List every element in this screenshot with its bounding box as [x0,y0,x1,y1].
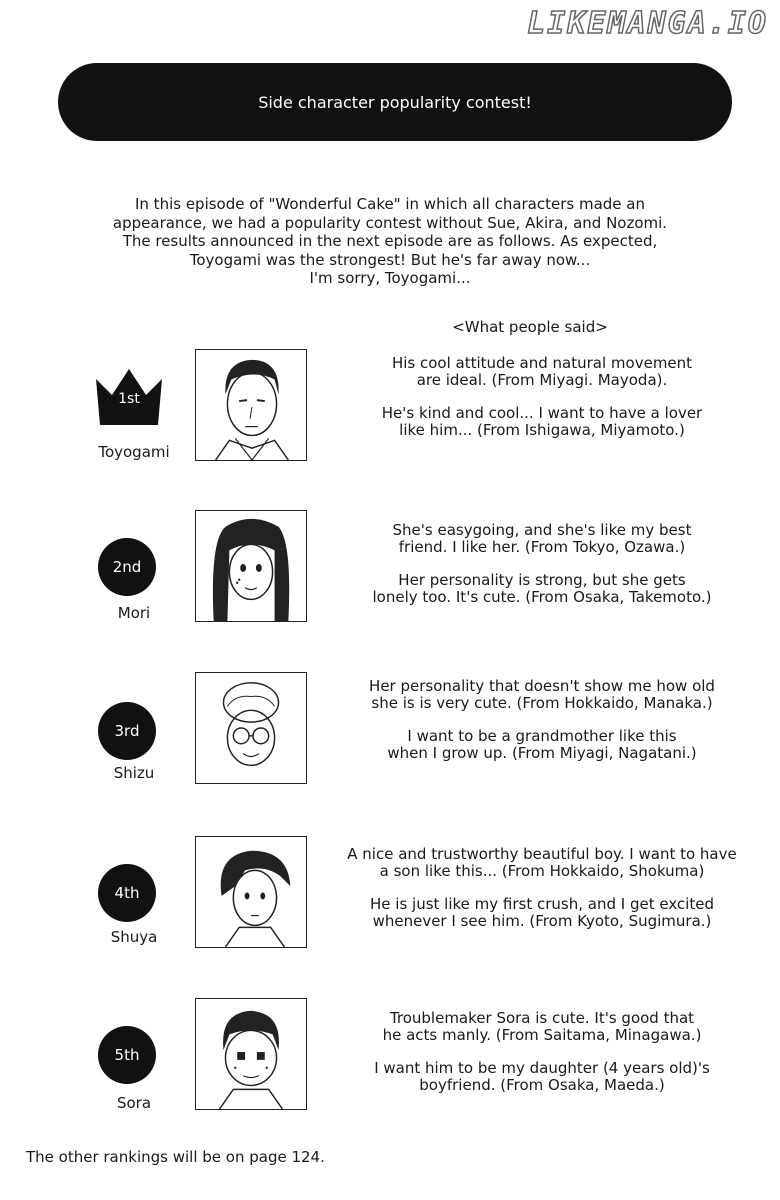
quote-1 [332,1010,752,1044]
quote-line: whenever I see him. (From Kyoto, Sugimura.) [372,912,712,930]
intro-line: In this episode of "Wonderful Cake" in which all characters made an [134,195,645,213]
site-watermark: LIKEMANGA.IO [527,6,768,41]
banner-title: Side character popularity contest! [258,92,532,112]
character-portrait [195,510,307,622]
quote-line: He is just like my first crush, and I get excited [370,895,714,913]
character-name: Mori [117,604,151,622]
intro-text [60,195,720,288]
character-portrait [195,998,307,1110]
character-name: Shuya [110,928,158,946]
character-portrait [195,349,307,461]
quote-line: are ideal. (From Miyagi. Mayoda). [416,371,668,389]
rank-badge [98,1026,156,1084]
character-portrait [195,836,307,948]
quote-line: like him... (From Ishigawa, Miyamoto.) [399,421,685,439]
quote-line: she is is very cute. (From Hokkaido, Manaka.) [371,694,713,712]
quote-1 [332,355,752,389]
quote-2 [332,896,752,930]
quote-line: A nice and trustworthy beautiful boy. I want to have [347,845,737,863]
quote-line: I want him to be my daughter (4 years old)'s [374,1059,710,1077]
quote-2 [332,572,752,606]
ranking-entry-5 [0,998,780,1118]
rank-badge [98,702,156,760]
quote-line: lonely too. It's cute. (From Osaka, Takemoto.) [372,588,712,606]
intro-line: appearance, we had a popularity contest without Sue, Akira, and Nozomi. [112,213,668,232]
quote-2 [332,728,752,762]
ranking-entry-2 [0,510,780,630]
quote-line: boyfriend. (From Osaka, Maeda.) [419,1076,665,1094]
rank-label: 4th [114,884,140,902]
rank-label: 1st [118,391,140,407]
rank-label: 2nd [112,558,142,576]
quote-line: He's kind and cool... I want to have a lover [381,404,703,422]
quote-line: Troublemaker Sora is cute. It's good that [389,1009,695,1027]
ranking-entry-4 [0,836,780,956]
quote-2 [332,1060,752,1094]
quote-line: Her personality is strong, but she gets [398,571,686,589]
quote-line: I want to be a grandmother like this [407,727,677,745]
what-people-said-heading: <What people said> [452,318,608,336]
rank-badge [98,864,156,922]
character-name: Shizu [113,764,155,782]
crown-icon [94,355,164,425]
quote-line: His cool attitude and natural movement [391,354,693,372]
intro-line: Toyogami was the strongest! But he's far away now... [189,250,591,269]
intro-line: The results announced in the next episode are as follows. As expected, [122,232,658,250]
quote-line: a son like this... (From Hokkaido, Shokuma) [379,862,705,880]
ranking-entry-3 [0,672,780,792]
rank-badge [98,538,156,596]
character-name: Toyogami [98,443,170,461]
title-banner [58,63,732,141]
quote-1 [332,846,752,880]
ranking-entry-1 [0,345,780,465]
rank-label: 5th [114,1046,140,1064]
quote-line: Her personality that doesn't show me how old [369,677,715,695]
rank-label: 3rd [114,722,140,740]
quote-1 [332,678,752,712]
intro-line: I'm sorry, Toyogami... [309,269,471,287]
quote-line: She's easygoing, and she's like my best [392,521,692,539]
quote-line: friend. I like her. (From Tokyo, Ozawa.) [398,538,686,556]
character-portrait [195,672,307,784]
footer-note: The other rankings will be on page 124. [26,1148,325,1166]
quote-line: he acts manly. (From Saitama, Minagawa.) [382,1026,702,1044]
quote-line: when I grow up. (From Miyagi, Nagatani.) [387,744,697,762]
quote-1 [332,522,752,556]
character-name: Sora [116,1094,152,1112]
quote-2 [332,405,752,439]
